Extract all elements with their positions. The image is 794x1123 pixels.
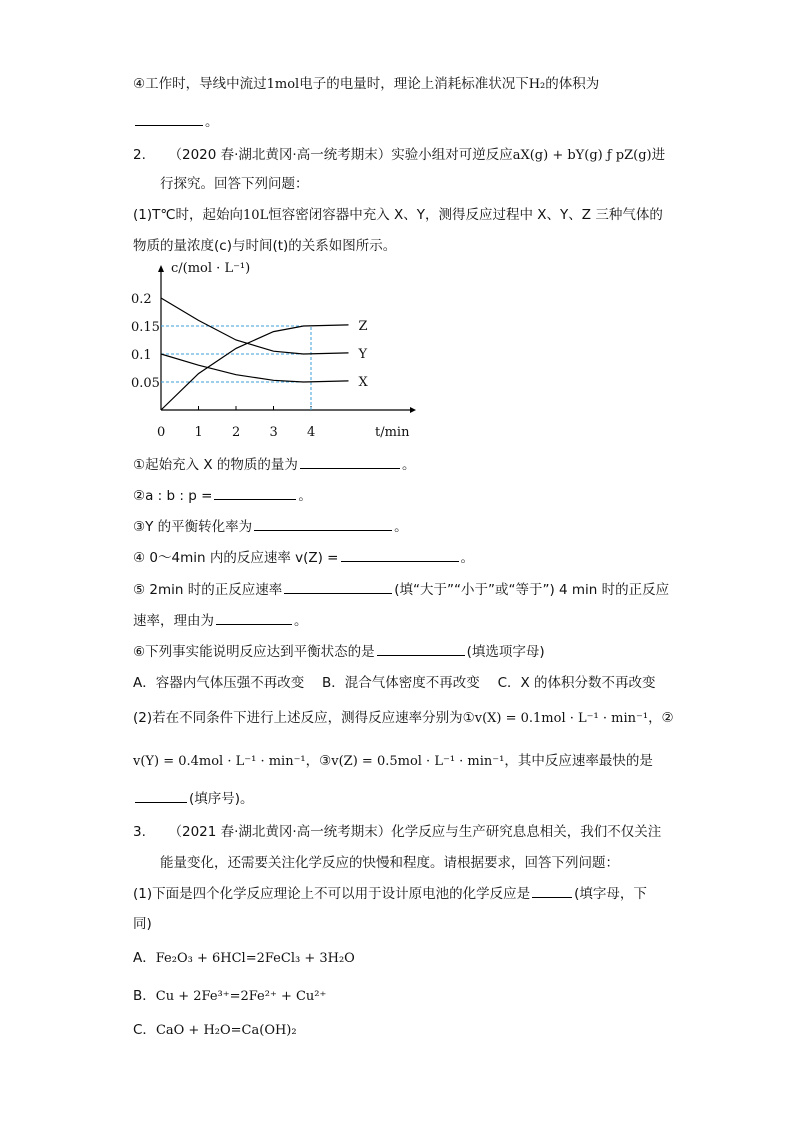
q1-item4-text: ④工作时，导线中流过 [133, 76, 267, 92]
item6-text-b: (填选项字母) [466, 644, 545, 660]
h2-term: H₂ [528, 77, 546, 92]
q1-item4-text-c: 的体积为 [545, 76, 600, 92]
option-equation: Fe₂O₃ + 6HCl=2FeCl₃ + 3H₂O [155, 951, 355, 966]
reaction-equation: aX(g) + bY(g) ƒ pZ(g) [512, 148, 652, 163]
x-tick-label: 2 [232, 425, 241, 440]
q3-option-b [133, 984, 326, 1004]
question-number: 2. [133, 147, 146, 163]
option-label: B． [133, 988, 156, 1004]
q2-item2 [133, 484, 312, 504]
q3-option-c [133, 1018, 297, 1038]
x-tick-label: 0 [157, 425, 166, 440]
series-label-x: X [358, 374, 368, 390]
concentration-time-chart [125, 258, 425, 443]
x-tick-label: 3 [269, 425, 278, 440]
q2-part2-line2 [133, 749, 653, 769]
q2-part1-line1 [133, 203, 663, 223]
answer-blank[interactable] [377, 641, 465, 656]
rate2: v(Y) = 0.4mol · L⁻¹ · min⁻¹ [133, 754, 306, 769]
q2-part2-line3 [133, 787, 254, 807]
y-axis-arrow [158, 265, 164, 272]
item3-text: ③Y 的平衡转化率为 [133, 519, 253, 535]
q1-item4-answer-line [133, 110, 219, 130]
q1-item4 [133, 72, 599, 92]
p2-text-end: ，其中反应速率最快的是 [504, 753, 653, 769]
y-tick-label: 0.1 [131, 348, 152, 363]
q3-p1-text-b: (填字母，下 [574, 886, 647, 902]
period: 。 [298, 488, 312, 504]
answer-blank[interactable] [300, 454, 400, 469]
q2-item5-line2 [133, 609, 308, 629]
answer-blank[interactable] [216, 610, 292, 625]
y-tick-label: 0.2 [131, 292, 152, 307]
y-axis-label: c/(mol · L⁻¹) [171, 261, 251, 276]
q2-item4 [133, 546, 474, 566]
rate3: v(Z) = 0.5mol · L⁻¹ · min⁻¹ [331, 754, 505, 769]
item5-text-a: ⑤ 2min 时的正反应速率 [133, 582, 283, 598]
answer-blank[interactable] [135, 111, 203, 126]
x-tick-label: 4 [307, 425, 316, 440]
q2-part1-line2: 物质的量浓度(c)与时间(t)的关系如图所示。 [133, 238, 397, 254]
p2-text-line3: (填序号)。 [189, 791, 254, 807]
answer-blank[interactable] [254, 516, 392, 531]
q3-header [133, 820, 661, 840]
item5-text-c: 速率，理由为 [133, 613, 214, 629]
answer-blank[interactable] [341, 547, 459, 562]
q2-item6 [133, 640, 545, 660]
q3-option-a [133, 946, 355, 966]
option-equation: Cu + 2Fe³⁺=2Fe²⁺ + Cu²⁺ [155, 989, 327, 1004]
p1-text-b: 恒容密闭容器中充入 X、Y，测得反应过程中 X、Y、Z 三种气体的 [268, 207, 663, 223]
series-label-z: Z [358, 318, 368, 334]
answer-blank[interactable] [135, 788, 187, 803]
q2-item3 [133, 515, 408, 535]
question-source: （2020 春·湖北黄冈·高一统考期末）实验小组对可逆反应 [168, 147, 513, 163]
q2-header-line2: 行探究。回答下列问题： [160, 176, 309, 192]
x-axis-arrow [410, 407, 416, 413]
p2-text-a: (2)若在不同条件下进行上述反应，测得反应速率分别为① [133, 710, 475, 726]
option-equation: CaO + H₂O=Ca(OH)₂ [155, 1023, 297, 1038]
x-axis-label: t/min [375, 425, 410, 440]
y-tick-label: 0.15 [131, 320, 160, 335]
q2-item1 [133, 453, 415, 473]
q2-part2-line1 [133, 706, 674, 726]
q1-item4-text-b: 电子的电量时，理论上消耗标准状况下 [299, 76, 529, 92]
period: 。 [294, 613, 308, 629]
answer-blank[interactable] [532, 883, 572, 898]
question-number: 3. [133, 824, 146, 840]
q3-part1 [133, 882, 647, 902]
series-label-y: Y [358, 346, 368, 362]
q2-item5 [133, 578, 669, 598]
item2-text: ②a : b : p = [133, 488, 213, 504]
item1-text: ①起始充入 X 的物质的量为 [133, 457, 298, 473]
q2-item6-options: A．容器内气体压强不再改变 B．混合气体密度不再改变 C．X 的体积分数不再改变 [133, 675, 656, 691]
item4-text: ④ 0～4min 内的反应速率 v(Z) = [133, 550, 339, 566]
period: 。 [394, 519, 408, 535]
period: 。 [460, 550, 474, 566]
p1-text-a: (1)T℃时，起始向 [133, 207, 244, 223]
option-label: C． [133, 1022, 156, 1038]
period: 。 [205, 114, 219, 130]
q2-header [133, 143, 665, 163]
period: 。 [401, 457, 416, 473]
rate1: v(X) = 0.1mol · L⁻¹ · min⁻¹ [474, 711, 649, 726]
q3-part1-line2: 同) [133, 916, 152, 932]
header-end: 进 [651, 147, 666, 163]
q3-header-line2: 能量变化，还需要关注化学反应的快慢和程度。请根据要求，回答下列问题： [160, 855, 619, 871]
answer-blank[interactable] [214, 485, 296, 500]
sep: ，② [648, 710, 674, 726]
mol-term: 1mol [266, 77, 300, 92]
q3-p1-text-a: (1)下面是四个化学反应理论上不可以用于设计原电池的化学反应是 [133, 886, 531, 902]
item5-text-b: (填“大于”“小于”或“等于”) 4 min 时的正反应 [394, 582, 670, 598]
sep2: ，③ [305, 753, 332, 769]
question-source: （2021 春·湖北黄冈·高一统考期末）化学反应与生产研究息息相关，我们不仅关注 [168, 824, 662, 840]
x-tick-label: 1 [194, 425, 203, 440]
y-tick-label: 0.05 [131, 376, 160, 391]
item6-text-a: ⑥下列事实能说明反应达到平衡状态的是 [133, 644, 375, 660]
answer-blank[interactable] [284, 579, 392, 594]
series-line-x [161, 354, 349, 382]
series-line-z [161, 325, 349, 410]
volume-term: 10L [243, 208, 269, 223]
option-label: A． [133, 950, 156, 966]
